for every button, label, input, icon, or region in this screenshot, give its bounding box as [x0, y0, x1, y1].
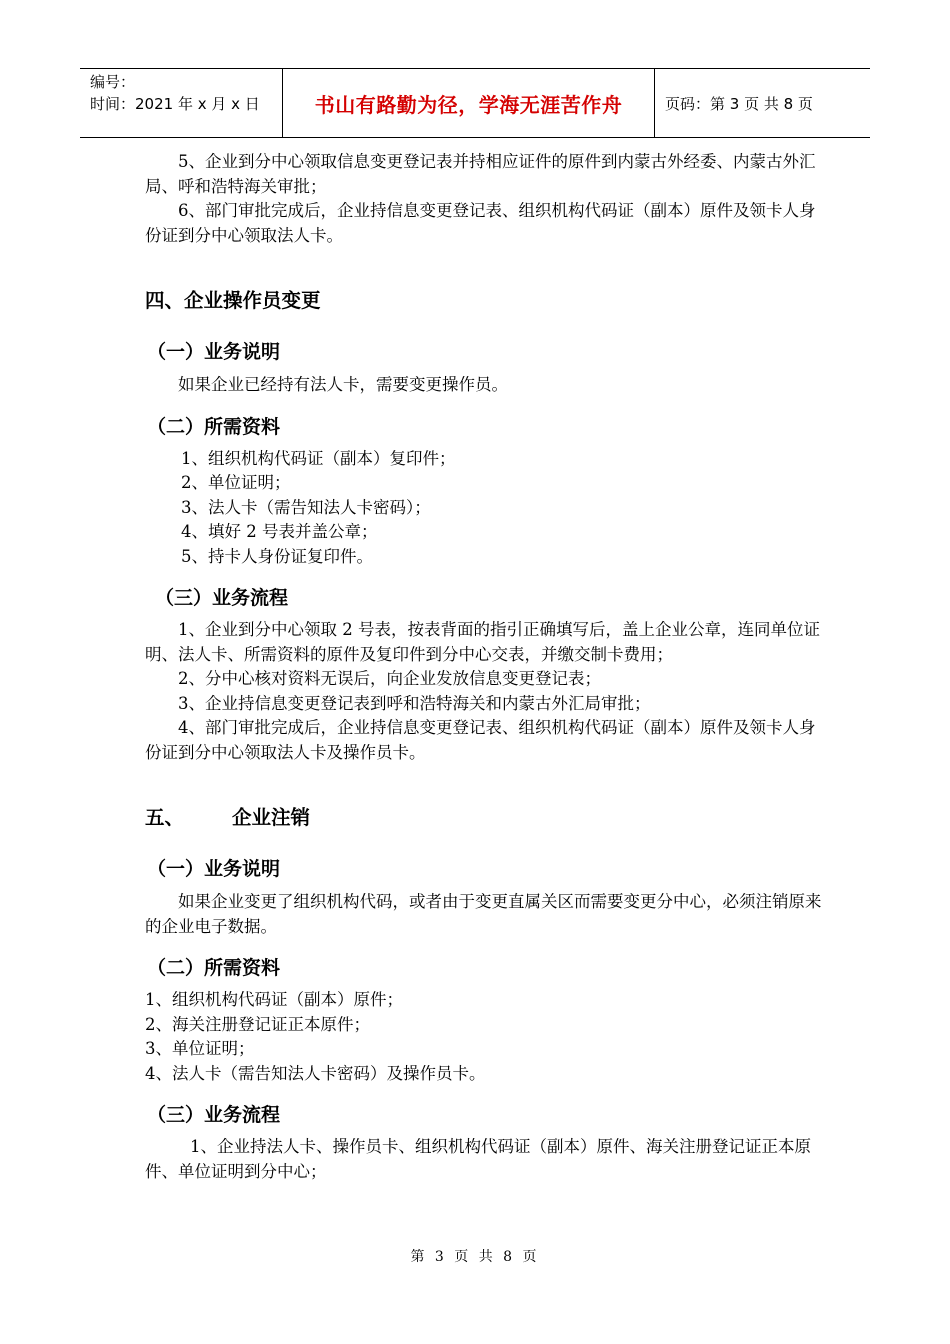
- section-title: 企业注销: [232, 806, 311, 829]
- list-item: 1、组织机构代码证（副本）复印件；: [181, 448, 456, 468]
- list-item: 2、单位证明；: [181, 473, 291, 492]
- document-body: [145, 150, 825, 1184]
- header-page-info: 页码：第 3 页 共 8 页: [665, 94, 813, 113]
- list-item: 3、单位证明；: [145, 1039, 255, 1058]
- subsection-heading: （三）业务流程: [147, 1104, 281, 1126]
- paragraph: 如果企业变更了组织机构代码，或者由于变更直属关区而需要变更分中心，必须注销原来的企业电子数据。: [145, 892, 822, 936]
- paragraph: 6、部门审批完成后，企业持信息变更登记表、组织机构代码证（副本）原件及领卡人身份证到分中心领取法人卡。: [145, 201, 816, 245]
- page-footer: 第 3 页 共 8 页: [410, 1249, 540, 1265]
- list: [145, 1135, 825, 1184]
- list-item: 1、企业持法人卡、操作员卡、组织机构代码证（副本）原件、海关注册登记证正本原件、单位证明到分中心；: [145, 1137, 811, 1181]
- list: [145, 618, 825, 765]
- header-meta: [80, 69, 283, 137]
- list-item: 1、企业到分中心领取 2 号表，按表背面的指引正确填写后，盖上企业公章，连同单位证明、法人卡、所需资料的原件及复印件到分中心交表，并缴交制卡费用；: [145, 620, 820, 664]
- list-item: 4、填好 2 号表并盖公章；: [181, 522, 378, 541]
- paragraph: 5、企业到分中心领取信息变更登记表并持相应证件的原件到内蒙古外经委、内蒙古外汇局、呼和浩特海关审批；: [145, 152, 816, 196]
- header-motto: 书山有路勤为径，学海无涯苦作舟: [283, 69, 655, 137]
- paragraph: 如果企业已经持有法人卡，需要变更操作员。: [178, 375, 508, 394]
- subsection-heading: （三）业务流程: [155, 587, 289, 609]
- page-header: [80, 68, 870, 138]
- list-item: 5、持卡人身份证复印件。: [181, 546, 373, 566]
- subsection-heading: （二）所需资料: [147, 415, 281, 438]
- subsection-heading: （一）业务说明: [147, 341, 281, 363]
- list-item: 4、法人卡（需告知法人卡密码）及操作员卡。: [145, 1063, 486, 1083]
- list-item: 3、企业持信息变更登记表到呼和浩特海关和内蒙古外汇局审批；: [178, 693, 651, 713]
- section-number: 五、: [145, 806, 185, 829]
- section-heading: 四、企业操作员变更: [145, 289, 321, 312]
- section-heading: [145, 802, 825, 830]
- list: [145, 447, 825, 570]
- number-label: 编号：: [90, 73, 136, 91]
- time-label: 时间：2021 年 x 月 x 日: [90, 95, 260, 113]
- list-item: 4、部门审批完成后，企业持信息变更登记表、组织机构代码证（副本）原件及领卡人身份证到分中心领取法人卡及操作员卡。: [145, 718, 816, 762]
- subsection-heading: （二）所需资料: [147, 957, 281, 979]
- subsection-heading: （一）业务说明: [147, 858, 281, 880]
- list-item: 1、组织机构代码证（副本）原件；: [145, 990, 403, 1009]
- list-item: 3、法人卡（需告知法人卡密码）；: [181, 497, 431, 517]
- list-item: 2、分中心核对资料无误后，向企业发放信息变更登记表；: [178, 669, 601, 688]
- list-item: 2、海关注册登记证正本原件；: [145, 1014, 370, 1034]
- list: [145, 988, 825, 1086]
